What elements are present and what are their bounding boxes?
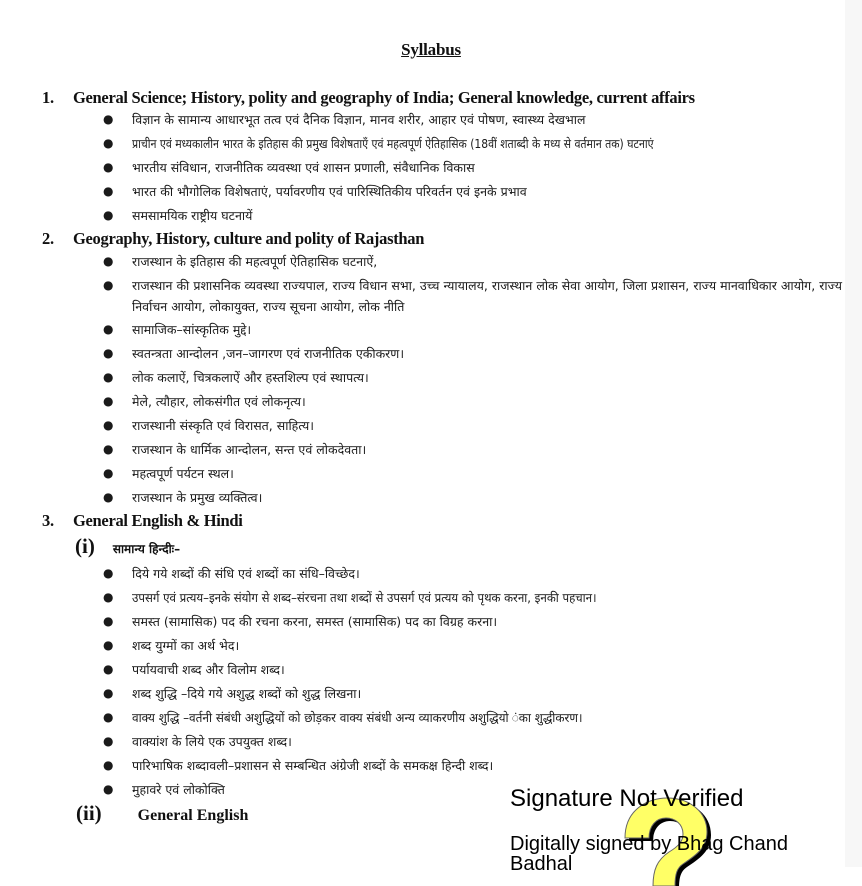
section-title: General English & Hindi xyxy=(73,511,243,530)
list-item-text: राजस्थानी संस्कृति एवं विरासत, साहित्य। xyxy=(132,418,314,433)
subsection-english-heading xyxy=(76,801,248,826)
subsection-hindi-heading xyxy=(75,534,180,559)
bullet-icon: ● xyxy=(103,734,114,748)
subsection-title: सामान्य हिन्दीः– xyxy=(112,542,181,556)
bullet-icon: ● xyxy=(103,758,114,772)
list-item-text: विज्ञान के सामान्य आधारभूत तत्व एवं दैनिक विज्ञान, मानव शरीर, आहार एवं पोषण, स्वास्थ्य देखभाल xyxy=(132,112,586,127)
list-item-text: दिये गये शब्दों की संधि एवं शब्दों का संधि–विच्छेद। xyxy=(132,566,360,581)
bullet-icon: ● xyxy=(103,278,114,292)
list-item-text: वाक्यांश के लिये एक उपयुक्त शब्द। xyxy=(132,734,292,749)
list-item-text: लोक कलाऐं, चित्रकलाऐं और हस्तशिल्प एवं स्थापत्य। xyxy=(132,370,369,385)
bullet-icon: ● xyxy=(103,208,114,222)
list-item-text: वाक्य शुद्धि –वर्तनी संबंधी अशुद्धियों को छोड़कर वाक्य संबंधी अन्य व्याकरणीय अशुद्धियो ंका शुद्धीकरण। xyxy=(132,710,583,725)
digital-signature-stamp[interactable] xyxy=(510,782,840,875)
bullet-icon: ● xyxy=(103,710,114,724)
list-item-text: राजस्थान के प्रमुख व्यक्तित्व। xyxy=(132,490,263,505)
list-item-text: प्राचीन एवं मध्यकालीन भारत के इतिहास की प्रमुख विशेषताएँ एवं महत्वपूर्ण ऐतिहासिक (18वीं शताब्दी के मध्य से वर्तमान तक) घटनाएं xyxy=(132,136,654,151)
signature-signer: Digitally signed by Bhag Chand Badhal xyxy=(510,833,788,875)
signature-status: Signature Not Verified xyxy=(510,785,744,812)
bullet-icon: ● xyxy=(103,160,114,174)
bullet-icon: ● xyxy=(103,590,114,604)
list-item-text: भारतीय संविधान, राजनीतिक व्यवस्था एवं शासन प्रणाली, संवैधानिक विकास xyxy=(132,160,475,175)
list-item-text: पारिभाषिक शब्दावली–प्रशासन से सम्बन्धित अंग्रेजी शब्दों के समकक्ष हिन्दी शब्द। xyxy=(132,758,494,773)
bullet-icon: ● xyxy=(103,466,114,480)
bullet-icon: ● xyxy=(103,442,114,456)
subsection-number: (i) xyxy=(75,534,95,558)
section-number: 3. xyxy=(42,511,54,530)
list-item-text: शब्द शुद्धि –दिये गये अशुद्ध शब्दों को शुद्ध लिखना। xyxy=(132,686,362,701)
list-item-text: उपसर्ग एवं प्रत्यय–इनके संयोग से शब्द–संरचना तथा शब्दों से उपसर्ग एवं प्रत्यय को पृथक करना, इनकी पहचान। xyxy=(132,590,597,605)
section-number: 2. xyxy=(42,229,54,248)
list-item-text: मुहावरे एवं लोकोक्ति xyxy=(132,782,225,797)
section-1-heading xyxy=(42,88,695,108)
bullet-icon: ● xyxy=(103,418,114,432)
bullet-icon: ● xyxy=(103,490,114,504)
section-2-heading xyxy=(42,229,424,249)
bullet-icon: ● xyxy=(103,782,114,796)
list-item-text: शब्द युग्मों का अर्थ भेद। xyxy=(132,638,240,653)
section-number: 1. xyxy=(42,88,54,107)
bullet-icon: ● xyxy=(103,614,114,628)
list-item-text: स्वतन्त्रता आन्दोलन ,जन–जागरण एवं राजनीतिक एकीकरण। xyxy=(132,346,405,361)
section-title: Geography, History, culture and polity of Rajasthan xyxy=(73,229,425,248)
bullet-icon: ● xyxy=(103,686,114,700)
list-item-text: राजस्थान के इतिहास की महत्वपूर्ण ऐतिहासिक घटनाऐं, xyxy=(132,254,378,269)
page-edge-margin xyxy=(845,0,862,867)
bullet-icon: ● xyxy=(103,254,114,268)
bullet-icon: ● xyxy=(103,638,114,652)
list-item-text: सामाजिक–सांस्कृतिक मुद्दे। xyxy=(132,322,252,337)
bullet-icon: ● xyxy=(103,112,114,126)
page-title: Syllabus xyxy=(401,40,461,59)
list-item-text: भारत की भौगोलिक विशेषताएं, पर्यावरणीय एवं पारिस्थितिकीय परिवर्तन एवं इनके प्रभाव xyxy=(132,184,527,199)
subsection-title: General English xyxy=(137,807,249,824)
bullet-icon: ● xyxy=(103,322,114,336)
bullet-icon: ● xyxy=(103,394,114,408)
bullet-icon: ● xyxy=(103,184,114,198)
list-item-text: राजस्थान के धार्मिक आन्दोलन, सन्त एवं लोकदेवता। xyxy=(132,442,367,457)
bullet-icon: ● xyxy=(103,662,114,676)
list-item-text: समस्त (सामासिक) पद की रचना करना, समस्त (सामासिक) पद का विग्रह करना। xyxy=(132,614,498,629)
bullet-icon: ● xyxy=(103,136,114,150)
list-item-text: समसामयिक राष्ट्रीय घटनायें xyxy=(132,208,253,223)
section-title: General Science; History, polity and geography of India; General knowledge, current affairs xyxy=(73,88,695,107)
list-item-text: मेले, त्यौहार, लोकसंगीत एवं लोकनृत्य। xyxy=(132,394,306,409)
bullet-icon: ● xyxy=(103,346,114,360)
list-item-text: राजस्थान की प्रशासनिक व्यवस्था राज्यपाल, राज्य विधान सभा, उच्च न्यायालय, राजस्थान लोक सेवा आयोग, जिला प्रशासन, राज्य मानवाधिकार आयोग, राज्य निर्वाचन आयोग, लोकायुक्त, राज्य सूचना आयोग, लोक नीति xyxy=(132,278,842,314)
subsection-number: (ii) xyxy=(76,801,102,825)
list-item-text: पर्यायवाची शब्द और विलोम शब्द। xyxy=(132,662,285,677)
bullet-icon: ● xyxy=(103,566,114,580)
bullet-icon: ● xyxy=(103,370,114,384)
list-item-text: महत्वपूर्ण पर्यटन स्थल। xyxy=(132,466,234,481)
section-3-heading xyxy=(42,511,243,531)
